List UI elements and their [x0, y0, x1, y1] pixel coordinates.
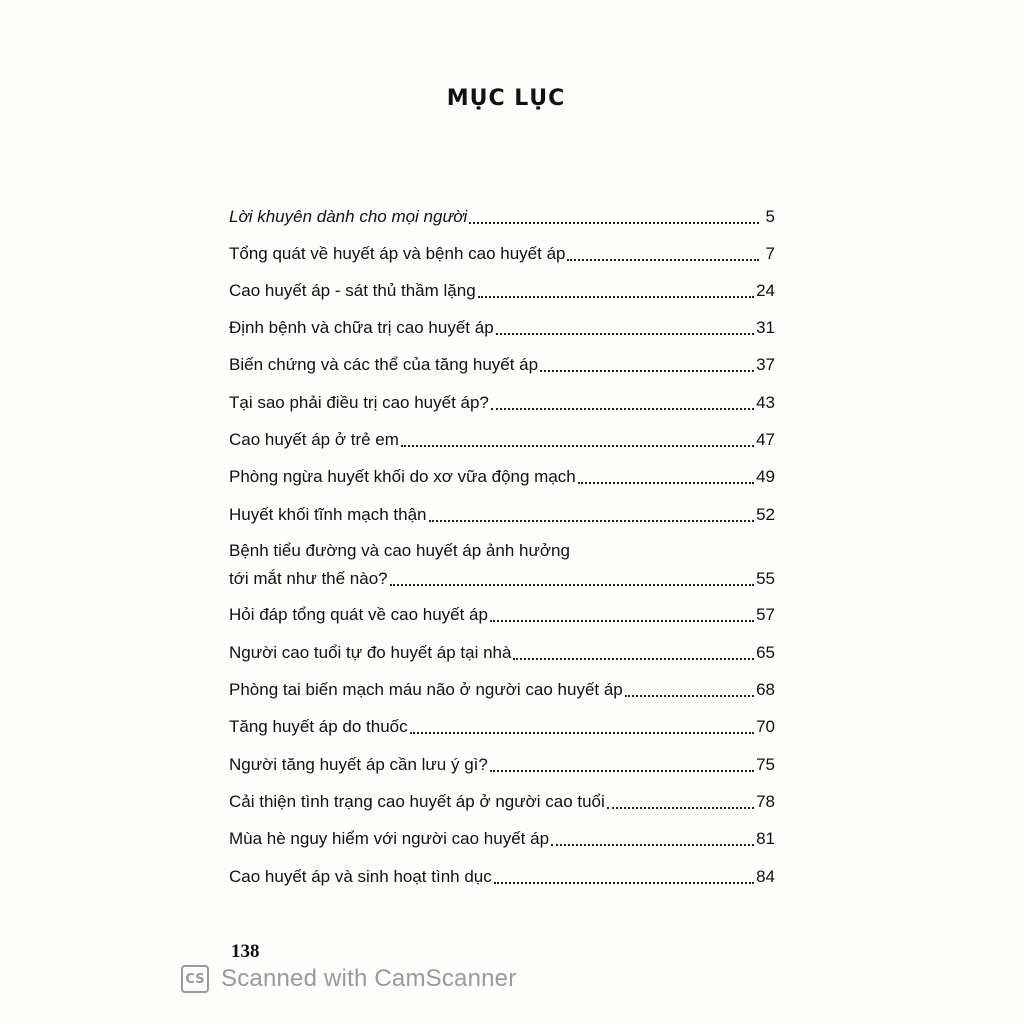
dot-leader	[490, 770, 754, 772]
toc-entry	[229, 462, 775, 488]
toc-entry-title: Mùa hè nguy hiểm với người cao huyết áp	[229, 829, 550, 848]
toc-entry-title: Cao huyết áp - sát thủ thầm lặng	[229, 281, 476, 300]
dot-leader	[429, 520, 755, 522]
toc-entry-title: Tăng huyết áp do thuốc	[229, 717, 408, 736]
toc-entry-page: 81	[756, 829, 775, 848]
toc-entry-title: Lời khuyên dành cho mọi người	[229, 207, 468, 226]
toc-entry	[229, 862, 775, 888]
toc-entry	[229, 276, 775, 302]
toc-entry-page: 47	[756, 430, 775, 449]
toc-entry	[229, 564, 775, 590]
dot-leader	[491, 408, 754, 410]
dot-leader	[578, 482, 754, 484]
toc-entry-title: Hỏi đáp tổng quát về cao huyết áp	[229, 605, 488, 624]
toc-entry-page: 7	[765, 244, 775, 263]
dot-leader	[490, 620, 754, 622]
toc-entry-title-line1: Bệnh tiểu đường và cao huyết áp ảnh hưởng	[229, 541, 570, 560]
dot-leader	[607, 807, 754, 809]
toc-entry	[229, 313, 775, 339]
toc-entry-title: tới mắt như thế nào?	[229, 569, 388, 588]
toc-entry-page: 75	[756, 755, 775, 774]
toc-entry-page: 5	[765, 207, 775, 226]
toc-entry-page: 57	[756, 605, 775, 624]
dot-leader	[469, 222, 759, 224]
dot-leader	[401, 445, 754, 447]
toc-entry-page: 65	[756, 643, 775, 662]
toc-entry-page: 70	[756, 717, 775, 736]
dot-leader	[567, 259, 759, 261]
dot-leader	[410, 732, 754, 734]
toc-entry-title: Tại sao phải điều trị cao huyết áp?	[229, 393, 489, 412]
dot-leader	[390, 584, 754, 586]
page-number: 138	[231, 941, 260, 962]
toc-entry	[229, 500, 775, 526]
toc-entry-title: Cải thiện tình trạng cao huyết áp ở người cao tuổi	[229, 792, 605, 811]
dot-leader	[540, 370, 754, 372]
toc-entry	[229, 787, 775, 813]
toc-entry-page: 31	[756, 318, 775, 337]
toc-entry	[229, 600, 775, 626]
toc-entry-title: Tổng quát về huyết áp và bệnh cao huyết áp	[229, 244, 566, 263]
toc-entry	[229, 712, 775, 738]
toc-entry-page: 68	[756, 680, 775, 699]
toc-entry	[229, 425, 775, 451]
dot-leader	[496, 333, 754, 335]
toc-entry-title: Định bệnh và chữa trị cao huyết áp	[229, 318, 494, 337]
toc-entry-title: Cao huyết áp ở trẻ em	[229, 430, 399, 449]
toc-entry	[229, 750, 775, 776]
toc-entry-page: 37	[756, 355, 775, 374]
toc-entry-page: 24	[756, 281, 775, 300]
toc-entry	[229, 388, 775, 414]
toc-entry	[229, 239, 775, 265]
toc-entry-title: Cao huyết áp và sinh hoạt tình dục	[229, 867, 492, 886]
toc-entry	[229, 202, 775, 228]
toc-entry	[229, 638, 775, 664]
toc-entry	[229, 350, 775, 376]
camscanner-logo-icon: CS	[181, 965, 209, 993]
dot-leader	[625, 695, 754, 697]
toc-entry-page: 52	[756, 505, 775, 524]
dot-leader	[513, 658, 754, 660]
toc-entry-title: Huyết khối tĩnh mạch thận	[229, 505, 427, 524]
toc-entry-title: Biến chứng và các thể của tăng huyết áp	[229, 355, 539, 374]
toc-entry-title: Phòng tai biến mạch máu não ở người cao huyết áp	[229, 680, 623, 699]
toc-entry	[229, 675, 775, 701]
toc-entry-title: Người cao tuổi tự đo huyết áp tại nhà	[229, 643, 512, 662]
dot-leader	[478, 296, 754, 298]
toc-entry	[229, 824, 775, 850]
dot-leader	[494, 882, 754, 884]
dot-leader	[551, 844, 754, 846]
page-title: MỤC LỤC	[446, 86, 566, 111]
toc-entry-page: 55	[756, 569, 775, 588]
toc-entry-page: 43	[756, 393, 775, 412]
toc-entry-page: 78	[756, 792, 775, 811]
camscanner-watermark	[181, 965, 516, 993]
watermark-text: Scanned with CamScanner	[221, 965, 517, 992]
toc-entry-title: Phòng ngừa huyết khối do xơ vữa động mạch	[229, 467, 576, 486]
toc-entry-page: 49	[756, 467, 775, 486]
toc-entry-page: 84	[756, 867, 775, 886]
toc-entry-title: Người tăng huyết áp cần lưu ý gì?	[229, 755, 488, 774]
